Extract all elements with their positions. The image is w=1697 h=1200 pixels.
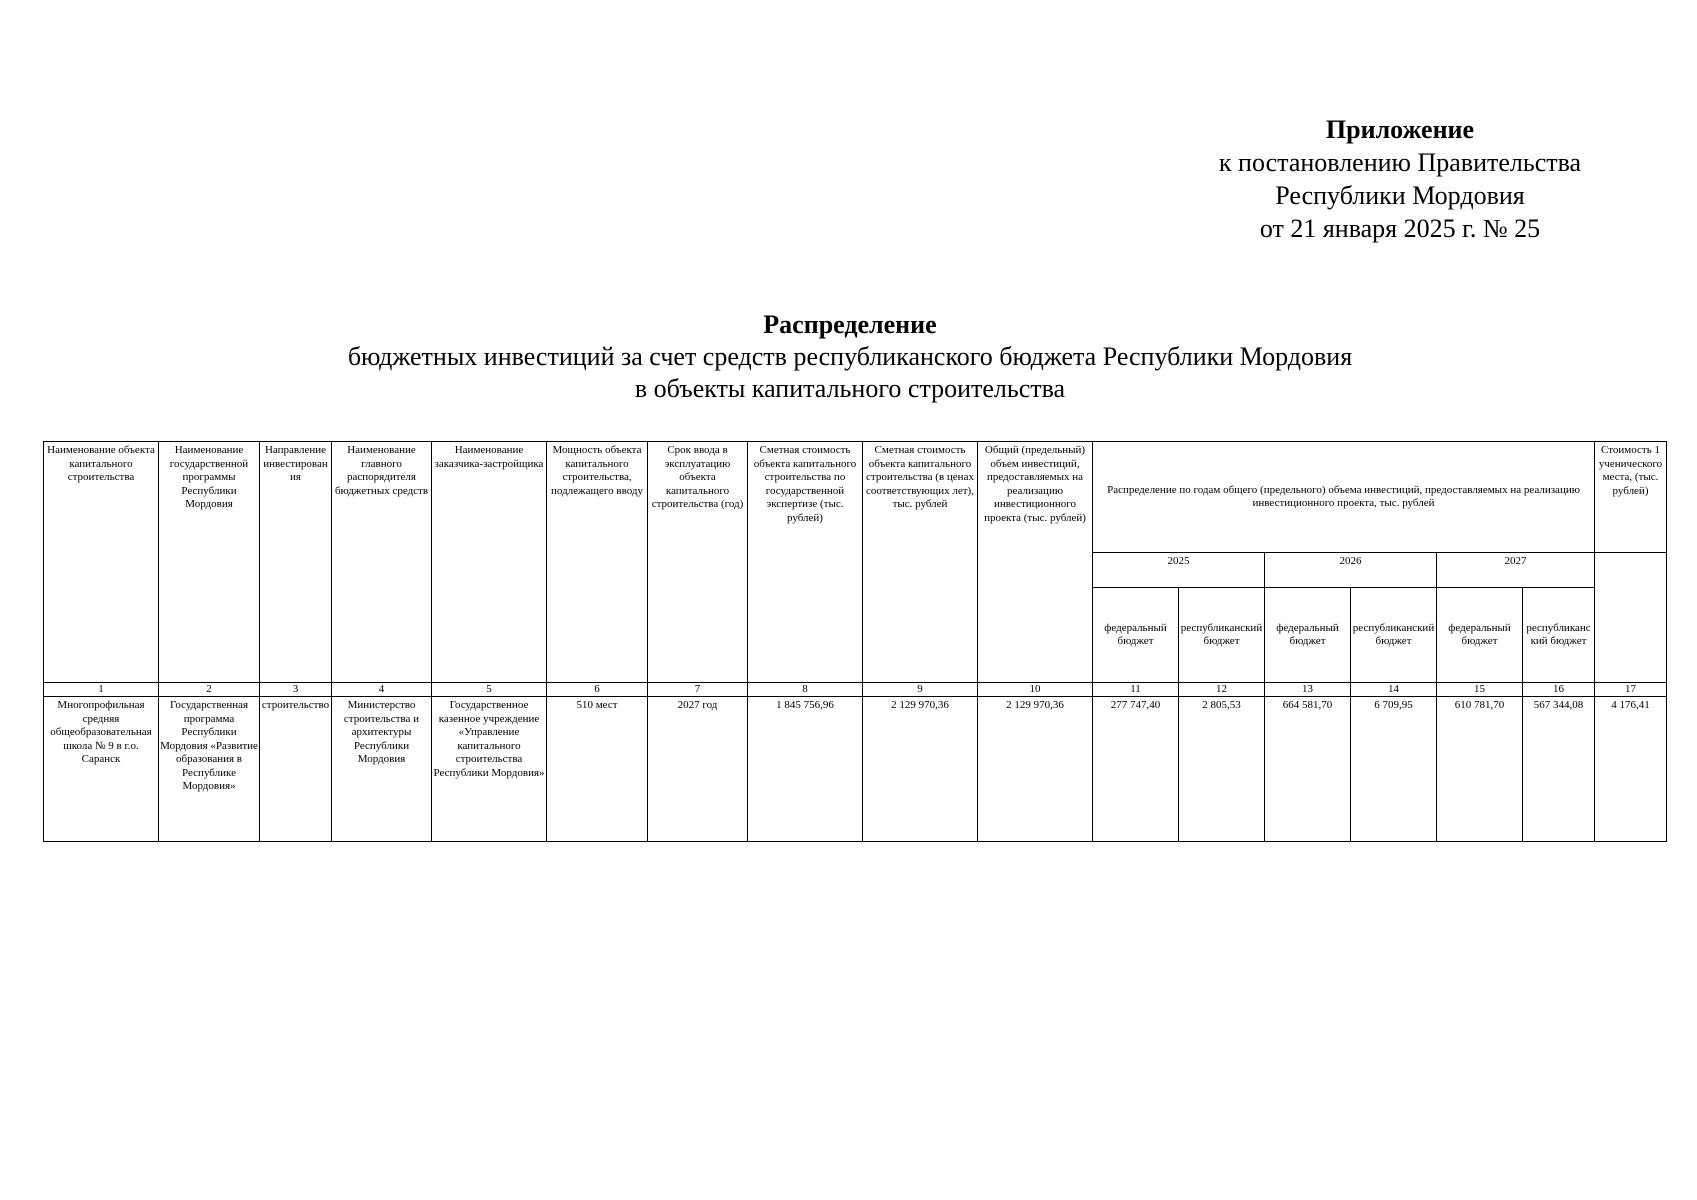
header-federal-2027: федеральный бюджет — [1437, 588, 1523, 683]
table-row — [44, 697, 1667, 842]
appendix-line-1: к постановлению Правительства — [1218, 148, 1582, 177]
appendix-line-3: от 21 января 2025 г. № 25 — [1259, 214, 1541, 243]
header-program: Наименование государственной программы Республики Мордовия — [159, 442, 260, 683]
column-number: 1 — [44, 683, 159, 697]
header-year-2025: 2025 — [1093, 553, 1265, 588]
header-republic-2025: республиканский бюджет — [1179, 588, 1265, 683]
column-number: 10 — [978, 683, 1093, 697]
column-number: 15 — [1437, 683, 1523, 697]
header-empty-cell — [1595, 553, 1667, 683]
cell-object: Многопрофильная средняя общеобразовательная школа № 9 в г.о. Саранск — [44, 697, 159, 842]
cell-federal-2025: 277 747,40 — [1093, 697, 1179, 842]
column-number: 7 — [648, 683, 748, 697]
investment-table — [43, 441, 1667, 842]
header-object: Наименование объекта капитального строительства — [44, 442, 159, 683]
document-title: Распределение — [763, 310, 937, 339]
appendix-line-2: Республики Мордовия — [1275, 181, 1525, 210]
cell-republic-2026: 6 709,95 — [1351, 697, 1437, 842]
cell-republic-2025: 2 805,53 — [1179, 697, 1265, 842]
cell-term: 2027 год — [648, 697, 748, 842]
header-federal-2025: федеральный бюджет — [1093, 588, 1179, 683]
column-number: 6 — [547, 683, 648, 697]
appendix-title: Приложение — [1325, 115, 1475, 144]
cell-federal-2027: 610 781,70 — [1437, 697, 1523, 842]
column-number: 2 — [159, 683, 260, 697]
header-manager: Наименование главного распорядителя бюджетных средств — [332, 442, 432, 683]
document-title-block — [200, 309, 1500, 405]
header-cost-per-place: Стоимость 1 ученического места, (тыс. рублей) — [1595, 442, 1667, 553]
header-term: Срок ввода в эксплуатацию объекта капитального строительства (год) — [648, 442, 748, 683]
header-year-2027: 2027 — [1437, 553, 1595, 588]
cell-federal-2026: 664 581,70 — [1265, 697, 1351, 842]
cell-program: Государственная программа Республики Мордовия «Развитие образования в Республике Мордовия» — [159, 697, 260, 842]
header-row — [44, 442, 1667, 553]
column-number: 13 — [1265, 683, 1351, 697]
header-capacity: Мощность объекта капитального строительства, подлежащего вводу — [547, 442, 648, 683]
header-total: Общий (предельный) объем инвестиций, предоставляемых на реализацию инвестиционного проекта (тыс. рублей) — [978, 442, 1093, 683]
header-distribution: Распределение по годам общего (предельного) объема инвестиций, предоставляемых на реализацию инвестиционного проекта, тыс. рублей — [1093, 442, 1595, 553]
header-republic-2027: республиканский бюджет — [1523, 588, 1595, 683]
column-number: 12 — [1179, 683, 1265, 697]
header-cost-expertise: Сметная стоимость объекта капитального строительства по государственной экспертизе (тыс. рублей) — [748, 442, 863, 683]
header-cost-prices: Сметная стоимость объекта капитального строительства (в ценах соответствующих лет), тыс. рублей — [863, 442, 978, 683]
cell-manager: Министерство строительства и архитектуры Республики Мордовия — [332, 697, 432, 842]
cell-cost-expertise: 1 845 756,96 — [748, 697, 863, 842]
cell-capacity: 510 мест — [547, 697, 648, 842]
column-number: 14 — [1351, 683, 1437, 697]
column-number: 16 — [1523, 683, 1595, 697]
cell-customer: Государственное казенное учреждение «Управление капитального строительства Республики Мордовия» — [432, 697, 547, 842]
column-number: 9 — [863, 683, 978, 697]
cell-direction: строительство — [260, 697, 332, 842]
cell-total: 2 129 970,36 — [978, 697, 1093, 842]
header-customer: Наименование заказчика-застройщика — [432, 442, 547, 683]
document-subtitle-1: бюджетных инвестиций за счет средств республиканского бюджета Республики Мордовия — [347, 342, 1353, 371]
cell-cost-per-place: 4 176,41 — [1595, 697, 1667, 842]
document-subtitle-2: в объекты капитального строительства — [634, 374, 1066, 403]
header-federal-2026: федеральный бюджет — [1265, 588, 1351, 683]
cell-republic-2027: 567 344,08 — [1523, 697, 1595, 842]
column-number: 11 — [1093, 683, 1179, 697]
column-number: 4 — [332, 683, 432, 697]
header-direction: Направление инвестирования — [260, 442, 332, 683]
column-number: 5 — [432, 683, 547, 697]
header-republic-2026: республиканский бюджет — [1351, 588, 1437, 683]
header-year-2026: 2026 — [1265, 553, 1437, 588]
column-number: 17 — [1595, 683, 1667, 697]
column-number-row — [44, 683, 1667, 697]
column-number: 3 — [260, 683, 332, 697]
appendix-block — [1180, 113, 1620, 245]
column-number: 8 — [748, 683, 863, 697]
cell-cost-prices: 2 129 970,36 — [863, 697, 978, 842]
